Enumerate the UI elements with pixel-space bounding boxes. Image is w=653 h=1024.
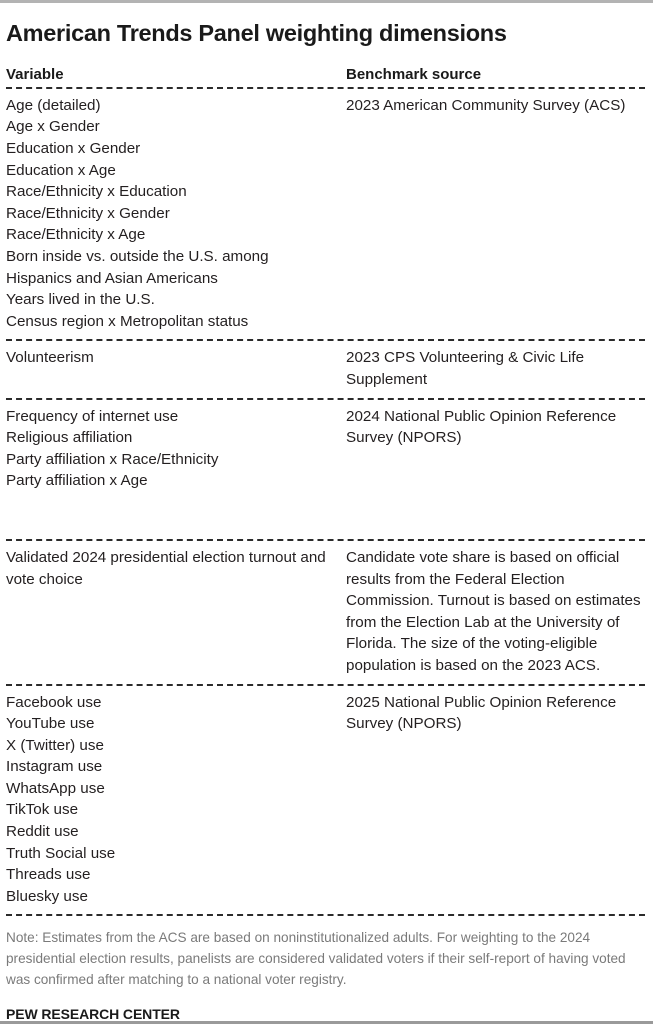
list-item: Race/Ethnicity x Education bbox=[6, 183, 187, 201]
list-item: Frequency of internet use bbox=[6, 407, 179, 425]
attribution: PEW RESEARCH CENTER bbox=[6, 1006, 180, 1023]
rule-block-5 bbox=[6, 914, 645, 916]
table-header-row bbox=[6, 66, 645, 87]
list-item: Race/Ethnicity x Age bbox=[6, 226, 146, 244]
table-row bbox=[6, 541, 645, 684]
block-spacer bbox=[6, 492, 332, 532]
divider bbox=[6, 914, 645, 916]
column-header-variable: Variable bbox=[6, 65, 64, 83]
variable-list bbox=[6, 547, 332, 590]
table-row bbox=[6, 341, 645, 397]
list-item: YouTube use bbox=[6, 715, 95, 733]
list-item: Reddit use bbox=[6, 823, 79, 841]
benchmark-source-text: 2024 National Public Opinion Reference Survey (NPORS) bbox=[346, 407, 617, 447]
page-title: American Trends Panel weighting dimensions bbox=[6, 20, 507, 46]
list-item: Party affiliation x Race/Ethnicity bbox=[6, 450, 219, 468]
list-item: Born inside vs. outside the U.S. among Hispanics and Asian Americans bbox=[6, 248, 269, 287]
benchmark-source-text: Candidate vote share is based on official results from the Federal Election Commission. Turnout is based on estimates from the Election Lab at the University of Florida. The size of the voting-eligible population is based on the 2023 ACS. bbox=[346, 548, 641, 674]
list-item: Age x Gender bbox=[6, 118, 100, 136]
table-row bbox=[6, 89, 645, 340]
list-item: Education x Gender bbox=[6, 140, 141, 158]
benchmark-source-text: 2023 American Community Survey (ACS) bbox=[346, 96, 626, 114]
list-item: Facebook use bbox=[6, 693, 102, 711]
list-item: X (Twitter) use bbox=[6, 736, 104, 754]
list-item: Education x Age bbox=[6, 161, 116, 179]
list-item: Census region x Metropolitan status bbox=[6, 312, 249, 330]
list-item: Religious affiliation bbox=[6, 429, 133, 447]
list-item: Race/Ethnicity x Gender bbox=[6, 204, 170, 222]
variable-list bbox=[6, 347, 332, 369]
list-item: TikTok use bbox=[6, 801, 79, 819]
benchmark-source-text: 2025 National Public Opinion Reference Survey (NPORS) bbox=[346, 693, 617, 733]
list-item: Volunteerism bbox=[6, 349, 94, 367]
benchmark-source-text: 2023 CPS Volunteering & Civic Life Supplement bbox=[346, 349, 585, 388]
table-row bbox=[6, 400, 645, 539]
list-item: Party affiliation x Age bbox=[6, 472, 148, 490]
column-header-source: Benchmark source bbox=[346, 65, 482, 83]
variable-list bbox=[6, 692, 332, 908]
weighting-dimensions-table bbox=[6, 66, 645, 917]
list-item: Truth Social use bbox=[6, 844, 116, 862]
list-item: Validated 2024 presidential election turnout and vote choice bbox=[6, 548, 326, 588]
list-item: WhatsApp use bbox=[6, 779, 105, 797]
variable-list bbox=[6, 95, 332, 333]
list-item: Threads use bbox=[6, 866, 91, 884]
figure-note: Note: Estimates from the ACS are based on noninstitutionalized adults. For weighting to the 2024 presidential election results, panelists are considered validated voters if their self-report of having voted was confirmed after matching to a national voter registry. bbox=[6, 930, 626, 988]
list-item: Bluesky use bbox=[6, 887, 88, 905]
table-row bbox=[6, 686, 645, 915]
list-item: Instagram use bbox=[6, 758, 103, 776]
list-item: Years lived in the U.S. bbox=[6, 291, 155, 309]
list-item: Age (detailed) bbox=[6, 96, 101, 114]
variable-list bbox=[6, 406, 332, 492]
